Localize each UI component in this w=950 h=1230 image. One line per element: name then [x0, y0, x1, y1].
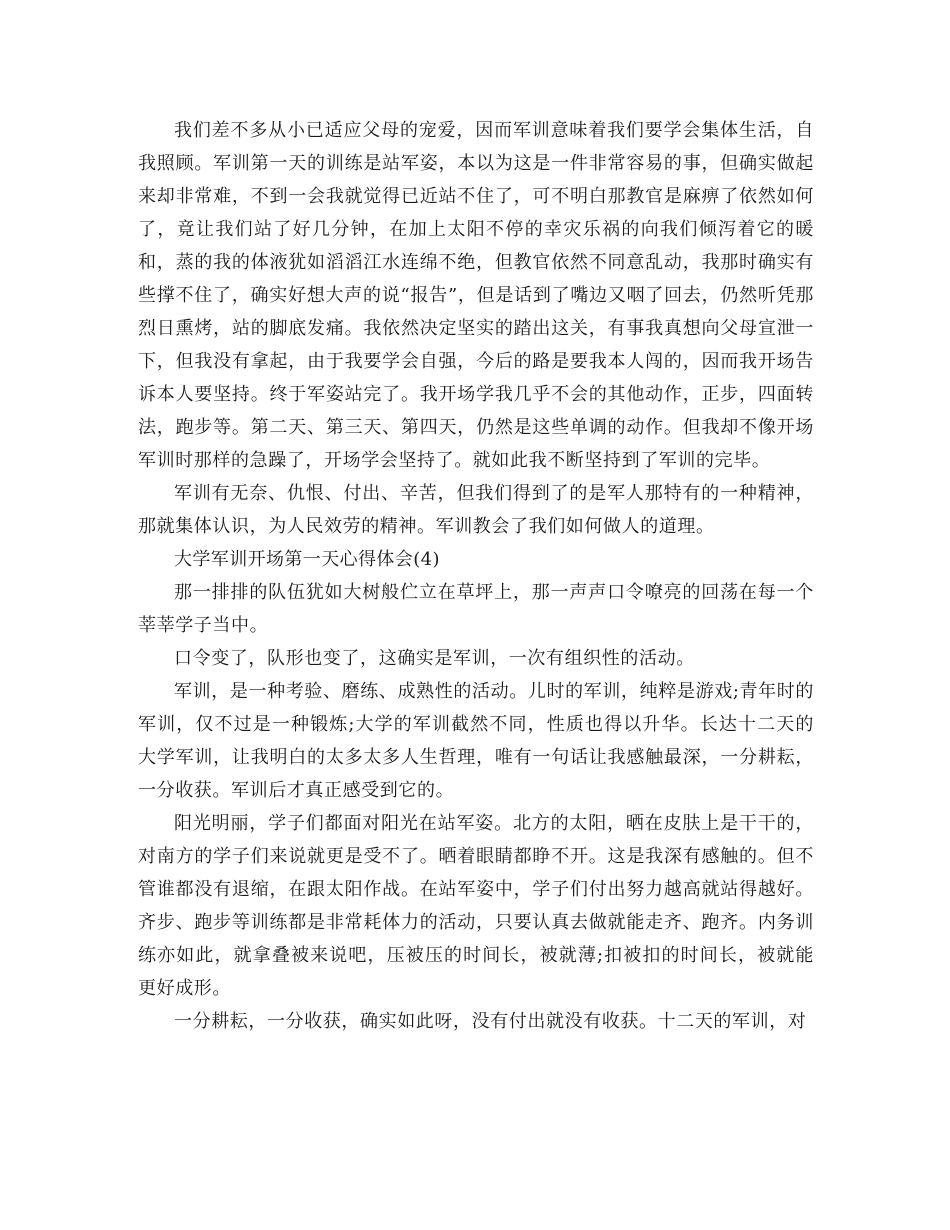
paragraph-2: 军训有无奈、仇恨、付出、辛苦，但我们得到了的是军人那特有的一种精神，那就集体认识，为人民效劳的精神。军训教会了我们如何做人的道理。	[138, 483, 814, 537]
paragraph-3: 那一排排的队伍犹如大树般伫立在草坪上，那一声声口令嘹亮的回荡在每一个莘莘学子当中。	[138, 582, 814, 636]
paragraph-4: 口令变了，队形也变了，这确实是军训，一次有组织性的活动。	[174, 648, 695, 669]
paragraph-6: 阳光明丽，学子们都面对阳光在站军姿。北方的太阳，晒在皮肤上是干干的，对南方的学子们来说就更是受不了。晒着眼睛都睁不开。这是我深有感触的。但不管谁都没有退缩，在跟太阳作战。在站军姿中，学子们付出努力越高就站得越好。齐步、跑步等训练都是非常耗体力的活动，只要认真去做就能走齐、跑齐。内务训练亦如此，就拿叠被来说吧，压被压的时间长，被就薄;扣被扣的时间长，被就能更好成形。	[138, 813, 814, 999]
paragraph-1: 我们差不多从小已适应父母的宠爱，因而军训意味着我们要学会集体生活，自我照顾。军训第一天的训练是站军姿，本以为这是一件非常容易的事，但确实做起来却非常难，不到一会我就觉得已近站不住了，可不明白那教官是麻痹了依然如何了，竟让我们站了好几分钟，在加上太阳不停的幸灾乐祸的向我们倾泻着它的暖和，蒸的我的体液犹如滔滔江水连绵不绝，但教官依然不同意乱动，我那时确实有些撑不住了，确实好想大声的说“报告”，但是话到了嘴边又咽了回去，仍然听凭那烈日熏烤，站的脚底发痛。我依然决定坚实的踏出这关，有事我真想向父母宣泄一下，但我没有拿起，由于我要学会自强，今后的路是要我本人闯的，因而我开场告诉本人要坚持。终于军姿站完了。我开场学我几乎不会的其他动作，正步，四面转法，跑步等。第二天、第三天、第四天，仍然是这些单调的动作。但我却不像开场军训时那样的急躁了，开场学会坚持了。就如此我不断坚持到了军训的完毕。	[138, 120, 814, 471]
section-heading: 大学军训开场第一天心得体会(4)	[174, 549, 440, 570]
document-page	[138, 114, 814, 1038]
paragraph-5: 军训，是一种考验、磨练、成熟性的活动。儿时的军训，纯粹是游戏;青年时的军训，仅不过是一种锻炼;大学的军训截然不同，性质也得以升华。长达十二天的大学军训，让我明白的太多太多人生哲理，唯有一句话让我感触最深，一分耕耘，一分收获。军训后才真正感受到它的。	[138, 681, 814, 801]
paragraph-7: 一分耕耘，一分收获，确实如此呀，没有付出就没有收获。十二天的军训，对	[174, 1011, 807, 1032]
